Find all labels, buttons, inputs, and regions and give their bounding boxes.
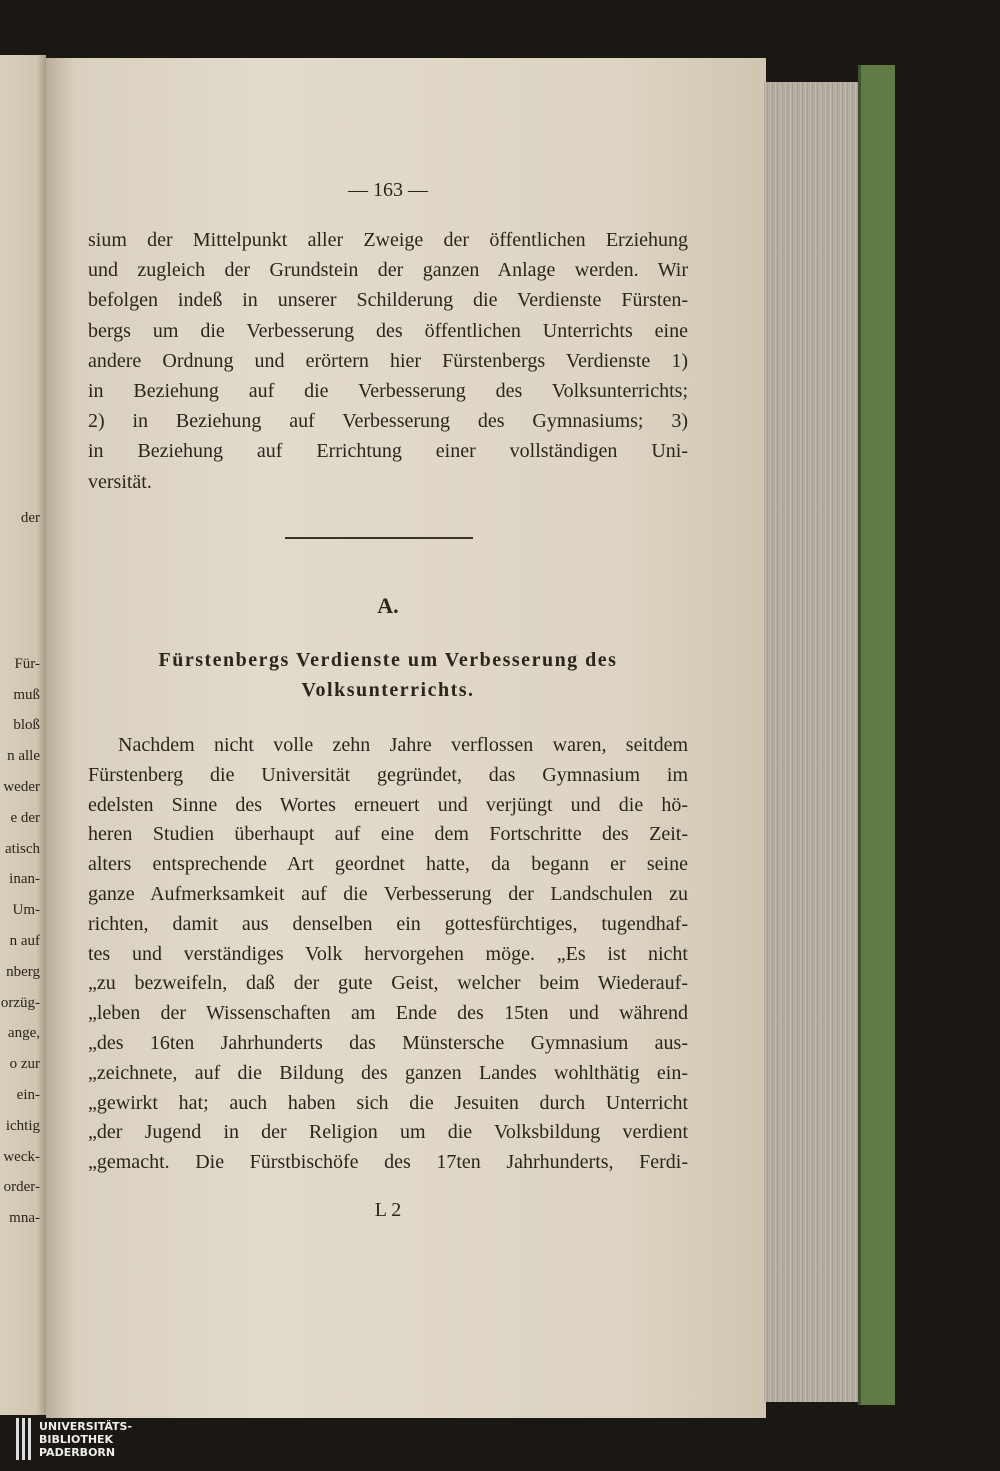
text-line: ganze Aufmerksamkeit auf die Verbesserung der Landschulen zu	[88, 883, 688, 905]
left-page-line: o zur	[9, 1056, 40, 1073]
logo-bars-icon	[16, 1418, 31, 1460]
text-line: „leben der Wissenschaften am Ende des 15ten und während	[88, 1002, 688, 1025]
section-heading-line-2: Volksunterrichts.	[301, 679, 475, 701]
text-line: versität.	[88, 470, 152, 493]
text-line: Fürstenberg die Universität gegründet, das Gymnasium im	[88, 763, 688, 786]
text-line: alters entsprechende Art geordnet hatte, da begann er seine	[88, 853, 688, 876]
text-line: heren Studien überhaupt auf eine dem Fortschritte des Zeit-	[88, 823, 688, 846]
left-page-line: Um-	[12, 902, 40, 919]
text-line: „zu bezweifeln, daß der gute Geist, welcher beim Wiederauf-	[88, 972, 688, 995]
text-line: befolgen indeß in unserer Schilderung die Verdienste Fürsten-	[88, 289, 688, 312]
text-line: richten, damit aus denselben ein gottesfürchtiges, tugendhaf-	[88, 912, 688, 935]
left-page-line: e der	[10, 809, 40, 826]
text-line: „gemacht. Die Fürstbischöfe des 17ten Jahrhunderts, Ferdi-	[88, 1151, 688, 1174]
section-letter: A.	[377, 593, 399, 618]
text-line: „gewirkt hat; auch haben sich die Jesuiten durch Unterricht	[88, 1091, 688, 1114]
text-line: sium der Mittelpunkt aller Zweige der öffentlichen Erziehung	[88, 229, 688, 251]
left-page-line: ange,	[7, 1025, 40, 1042]
text-line: edelsten Sinne des Wortes erneuert und verjüngt und die hö-	[88, 793, 688, 816]
left-page-line: mna-	[9, 1210, 40, 1227]
left-page-line: n auf	[9, 933, 40, 949]
logo-line: BIBLIOTHEK	[39, 1432, 114, 1446]
page-number: — 163 —	[348, 179, 428, 201]
text-line: tes und verständiges Volk hervorgehen möge. „Es ist nicht	[88, 942, 688, 965]
text-line: und zugleich der Grundstein der ganzen Anlage werden. Wir	[88, 259, 688, 282]
page-edges	[764, 82, 862, 1402]
left-page-line: ichtig	[5, 1117, 40, 1134]
text-line: „des 16ten Jahrhunderts das Münstersche Gymnasium aus-	[88, 1032, 688, 1054]
signature-mark: L 2	[374, 1199, 402, 1221]
left-page-fragment	[0, 55, 46, 1415]
left-page-line: muß	[13, 686, 40, 703]
logo-line: UNIVERSITÄTS-	[39, 1419, 133, 1433]
text-line: in Beziehung auf Errichtung einer vollständigen Uni-	[88, 440, 688, 463]
left-page-line: orzüg-	[0, 994, 40, 1011]
left-page-line: weck-	[3, 1148, 40, 1165]
left-page-line: atisch	[5, 840, 40, 857]
left-page-line: inan-	[9, 871, 40, 888]
text-line: „zeichnete, auf die Bildung des ganzen Landes wohlthätig ein-	[88, 1061, 688, 1084]
book-cover	[858, 65, 895, 1405]
section-divider	[285, 537, 473, 539]
left-page-line: Für-	[14, 655, 40, 672]
left-page-line: n alle	[7, 748, 40, 765]
text-line: „der Jugend in der Religion um die Volksbildung verdient	[88, 1121, 688, 1144]
text-line: Nachdem nicht volle zehn Jahre verflossen waren, seitdem	[118, 734, 688, 756]
left-page-line: order-	[3, 1179, 40, 1196]
left-page-line: ein-	[16, 1087, 40, 1103]
text-line: bergs um die Verbesserung des öffentlichen Unterrichts eine	[88, 319, 688, 342]
section-heading-line-1: Fürstenbergs Verdienste um Verbesserung des	[158, 649, 618, 671]
library-logo	[16, 1418, 132, 1460]
left-page-line: weder	[3, 779, 40, 795]
text-line: andere Ordnung und erörtern hier Fürstenbergs Verdienste 1)	[88, 349, 688, 372]
left-page-line: der	[20, 510, 40, 526]
left-page-line: bloß	[13, 717, 40, 734]
text-line: in Beziehung auf die Verbesserung des Volksunterrichts;	[88, 380, 688, 402]
left-page-line: nberg	[6, 963, 40, 980]
logo-line: PADERBORN	[39, 1445, 116, 1459]
text-line: 2) in Beziehung auf Verbesserung des Gymnasiums; 3)	[88, 410, 688, 433]
